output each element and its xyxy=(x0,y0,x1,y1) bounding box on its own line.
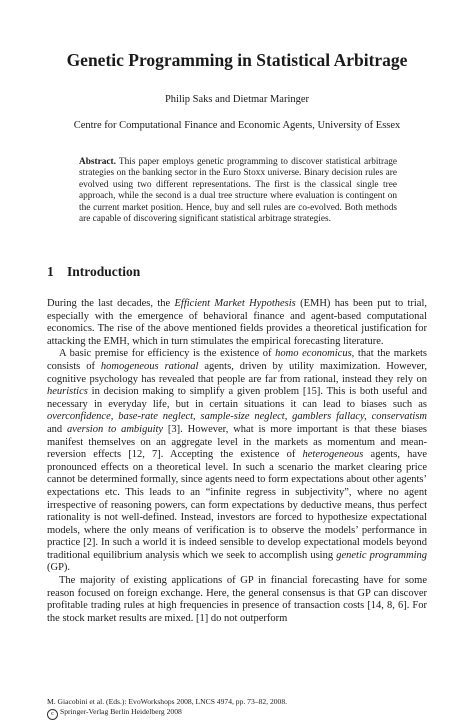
emphasis-text: genetic programming xyxy=(336,549,427,561)
body-text-run: (EMH) has been put to trial, especially with the emergence of behavioral finance and agent-based computational economics. The rise of the above mentioned fields provides a theoretical justification for attacking the EMH, which in turn stimulates the empirical forecasting literature. xyxy=(47,298,427,347)
body-text-run: The majority of existing applications of GP in financial forecasting have for some reason focused on foreign exchange. Here, the general consensus is that GP can discover profitable trading rules at high frequencies in presence of transaction costs [14, 8, 6]. For the stock market results are mixed. [1] do not outperform xyxy=(47,575,427,624)
abstract-text: This paper employs genetic programming to discover statistical arbitrage strategies on the banking sector in the Euro Stoxx universe. Binary decision rules are evolved using two different representations. The first is the classical single tree approach, while the second is a dual tree structure where evaluation is contingent on the current market position. Hence, buy and sell rules are co-evolved. Both methods are capable of discovering significant statistical arbitrage strategies. xyxy=(79,157,398,225)
emphasis-text: heuristics xyxy=(47,386,88,398)
body-text-run: [3]. However, what is more important is that these biases manifest themselves on an aggregate level in the markets as momentum and mean-reversion effects [12, 7]. Accepting the existence of xyxy=(47,423,428,461)
footer-copyright xyxy=(47,707,427,720)
footer-citation: M. Giacobini et al. (Eds.): EvoWorkshops 2008, LNCS 4974, pp. 73–82, 2008. xyxy=(47,697,288,706)
body-text-run: A basic premise for efficiency is the existence of xyxy=(59,348,276,360)
body-text-run: in decision making to simplify a given problem [15]. This is both useful and necessary in everyday life, but in certain situations it can lead to biases such as xyxy=(47,386,427,410)
body-paragraph xyxy=(47,298,427,348)
paper-authors: Philip Saks and Dietmar Maringer xyxy=(164,94,310,105)
body-text-run: agents, have pronounced effects on a theoretical level. In such a scenario the market clearing price cannot be determined formally, since agents need to form expectations about other agents’ expectations etc. This leads to an “infinite regress in subjectivity”, where no agent irrespective of reasoning powers, can form expectations by deductive means, thus perfect rationality is not well-defined. Instead, investors are forced to hypothesize expectational models, where the only means of verification is to observe the models’ performance in practice [2]. In such a world it is indeed sensible to develop expectational models beyond traditional equilibrium analysis which we seek to accomplish using xyxy=(47,449,427,561)
footer-publisher: Springer-Verlag Berlin Heidelberg 2008 xyxy=(60,706,182,716)
emphasis-text: heterogeneous xyxy=(302,449,364,461)
abstract xyxy=(79,157,397,225)
body-text-run: agents, driven by utility maximization. However, cognitive psychology has revealed that people are far from rational, instead they rely on xyxy=(47,360,427,385)
copyright-icon: c xyxy=(47,709,58,720)
section-title: Introduction xyxy=(67,264,141,279)
emphasis-text: overconfidence, base-rate neglect, sample-size neglect, gamblers fallacy, conservatism xyxy=(47,411,427,423)
page-footer xyxy=(47,697,427,720)
paper-affiliation: Centre for Computational Finance and Economic Agents, University of Essex xyxy=(73,120,401,131)
body-text-run: (GP). xyxy=(47,562,71,574)
body-paragraph xyxy=(47,575,427,625)
paper-title: Genetic Programming in Statistical Arbitrage xyxy=(66,50,408,70)
emphasis-text: homo economicus xyxy=(275,348,352,360)
emphasis-text: aversion to ambiguity xyxy=(67,423,164,435)
body-text xyxy=(47,298,427,625)
body-text-run: During the last decades, the xyxy=(47,298,175,309)
emphasis-text: homogeneous rational xyxy=(100,360,199,372)
body-text-run: and xyxy=(47,423,68,435)
body-text-run: , that the markets consists of xyxy=(47,348,427,372)
emphasis-text: Efficient Market Hypothesis xyxy=(174,298,296,309)
section-heading xyxy=(47,264,140,280)
body-paragraph xyxy=(47,348,427,575)
abstract-label: Abstract. xyxy=(79,157,116,167)
section-number: 1 xyxy=(47,264,54,279)
